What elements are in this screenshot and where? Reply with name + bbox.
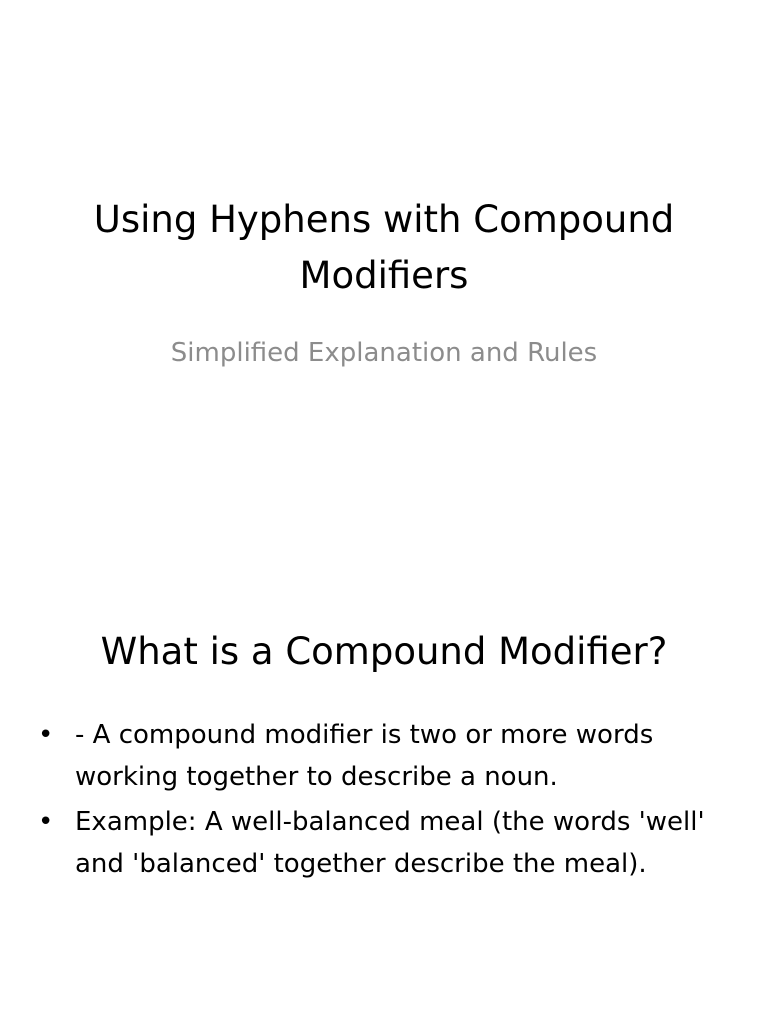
bullet-point-icon: • <box>38 720 54 750</box>
bullet-text: - A compound modifier is two or more words working together to describe a noun. <box>75 720 654 792</box>
bullet-list <box>38 714 718 888</box>
slide-title-heading: Using Hyphens with Compound Modifiers <box>93 198 675 297</box>
bullet-item <box>38 714 718 798</box>
slide-compound-modifier <box>0 576 768 1024</box>
slide-heading: What is a Compound Modifier? <box>100 630 668 673</box>
bullet-point-icon: • <box>38 807 54 837</box>
bullet-item <box>38 801 718 885</box>
bullet-text: Example: A well-balanced meal (the words 'well' and 'balanced' together describe the meal). <box>75 807 705 879</box>
slide-subtitle: Simplified Explanation and Rules <box>170 338 598 368</box>
